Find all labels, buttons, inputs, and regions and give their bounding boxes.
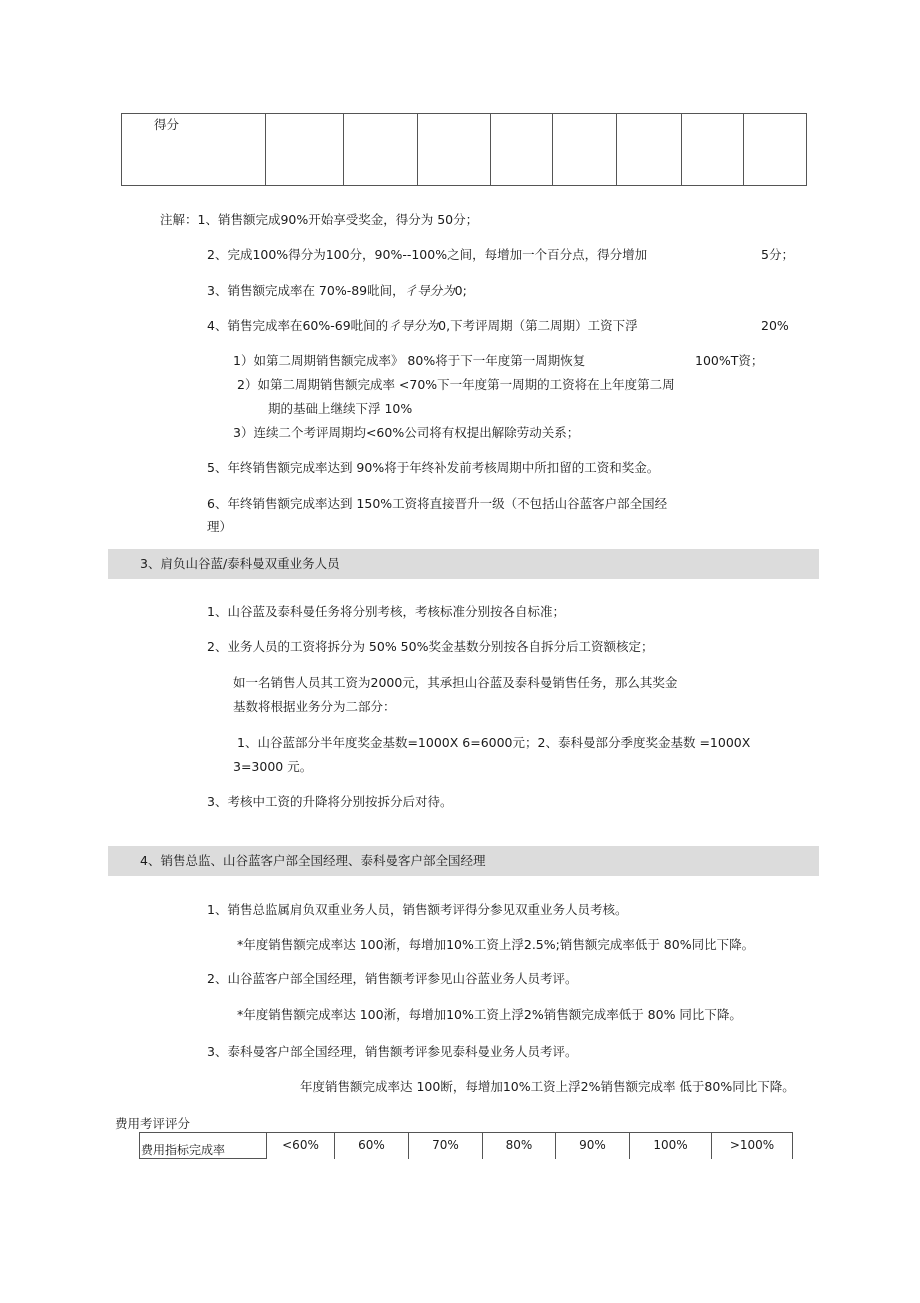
section-4-p1-note: *年度销售额完成率达 100淅，每增加10%工资上浮2.5%;销售额完成率低于 80%同比下降。 (237, 937, 755, 952)
note-4-a: 4、销售完成率在60%-69吡间的 (207, 318, 389, 333)
section-4-p3: 3、泰科曼客户部全国经理，销售额考评参见泰科曼业务人员考评。 (207, 1044, 578, 1059)
fee-col-90: 90% (579, 1138, 606, 1152)
note-4-sub-1-value: 100%T资； (695, 353, 764, 368)
note-2: 2、完成100%得分为100分，90%--100%之间，每增加一个百分点，得分增加 (207, 247, 648, 262)
note-4-b: 彳导分为 (388, 318, 439, 333)
score-cell (344, 114, 418, 186)
fee-row (140, 1133, 793, 1159)
note-2-value: 5分； (761, 247, 794, 262)
fee-cell (267, 1133, 335, 1159)
note-3-b: 彳导分为 (404, 283, 455, 298)
fee-col-gt100: >100% (729, 1138, 775, 1152)
note-3-c: 0; (454, 283, 467, 298)
section-3-p4a: 1、山谷蓝部分半年度奖金基数=1000X 6=6000元；2、泰科曼部分季度奖金基数 =1000X (237, 735, 751, 750)
score-cell (491, 114, 553, 186)
note-6b: 理） (207, 519, 233, 534)
note-6a: 6、年终销售额完成率达到 150%工资将直接晋升一级（不包括山谷蓝客户部全国经 (207, 496, 668, 511)
fee-table (139, 1132, 793, 1159)
note-4-c: 0,下考评周期（第二周期）工资下浮 (438, 318, 638, 333)
section-3-p3b: 基数将根据业务分为二部分： (233, 699, 396, 714)
note-4-sub-2a: 2）如第二周期销售额完成率 <70%下一年度第一周期的工资将在上年度第二周 (237, 377, 675, 392)
note-3 (207, 282, 467, 300)
note-4-value: 20% (761, 318, 789, 333)
score-cell (617, 114, 682, 186)
score-cell (553, 114, 617, 186)
section-3-p1: 1、山谷蓝及泰科曼任务将分别考核，考核标准分别按各自标准； (207, 604, 565, 619)
note-intro: 注解：1、销售额完成90%开始享受奖金，得分为 50分； (160, 212, 479, 227)
section-3-title: 3、肩负山谷蓝/泰科曼双重业务人员 (140, 556, 340, 571)
fee-col-lt60: <60% (282, 1138, 319, 1152)
section-3-p2: 2、业务人员的工资将拆分为 50% 50%奖金基数分别按各自拆分后工资额核定； (207, 639, 654, 654)
score-cell (266, 114, 344, 186)
note-3-a: 3、销售额完成率在 70%-89吡间， (207, 283, 405, 298)
section-4-p3-note: 年度销售额完成率达 100断，每增加10%工资上浮2%销售额完成率 低于80%同比下降。 (300, 1079, 795, 1094)
score-cell (682, 114, 744, 186)
fee-cell (630, 1133, 712, 1159)
fee-col-100: 100% (653, 1138, 688, 1152)
fee-col-60: 60% (358, 1138, 385, 1152)
section-4-header (108, 846, 819, 876)
section-3-p5: 3、考核中工资的升降将分别按拆分后对待。 (207, 794, 453, 809)
section-4-p2-note: *年度销售额完成率达 100淅，每增加10%工资上浮2%销售额完成率低于 80% 同比下降。 (237, 1007, 742, 1022)
score-table (121, 113, 807, 186)
note-4 (207, 317, 638, 335)
fee-header: 费用指标完成率 (141, 1143, 226, 1157)
section-3-header (108, 549, 819, 579)
note-4-sub-2b: 期的基础上继续下浮 10% (268, 401, 413, 416)
section-4-p1: 1、销售总监属肩负双重业务人员，销售额考评得分参见双重业务人员考核。 (207, 902, 628, 917)
note-4-sub-1: 1）如第二周期销售额完成率》 80%将于下一年度第一周期恢复 (233, 353, 586, 368)
fee-title: 费用考评评分 (115, 1116, 191, 1131)
score-cell (744, 114, 807, 186)
fee-header-cell (140, 1133, 267, 1159)
score-label: 得分 (154, 117, 180, 132)
fee-cell (335, 1133, 409, 1159)
fee-cell (556, 1133, 630, 1159)
section-4-title: 4、销售总监、山谷蓝客户部全国经理、泰科曼客户部全国经理 (140, 853, 486, 868)
section-4-p2: 2、山谷蓝客户部全国经理，销售额考评参见山谷蓝业务人员考评。 (207, 971, 578, 986)
score-label-cell (122, 114, 266, 186)
fee-col-80: 80% (505, 1138, 533, 1152)
fee-col-70: 70% (432, 1138, 459, 1152)
note-5: 5、年终销售额完成率达到 90%将于年终补发前考核周期中所扣留的工资和奖金。 (207, 460, 660, 475)
note-4-sub-3: 3）连续二个考评周期均<60%公司将有权提出解除劳动关系； (233, 425, 580, 440)
score-cell (418, 114, 491, 186)
fee-cell (712, 1133, 793, 1159)
fee-cell (483, 1133, 556, 1159)
fee-cell (409, 1133, 483, 1159)
section-3-p3a: 如一名销售人员其工资为2000元，其承担山谷蓝及泰科曼销售任务，那么其奖金 (233, 675, 678, 690)
score-row (122, 114, 807, 186)
section-3-p4b: 3=3000 元。 (233, 759, 313, 774)
